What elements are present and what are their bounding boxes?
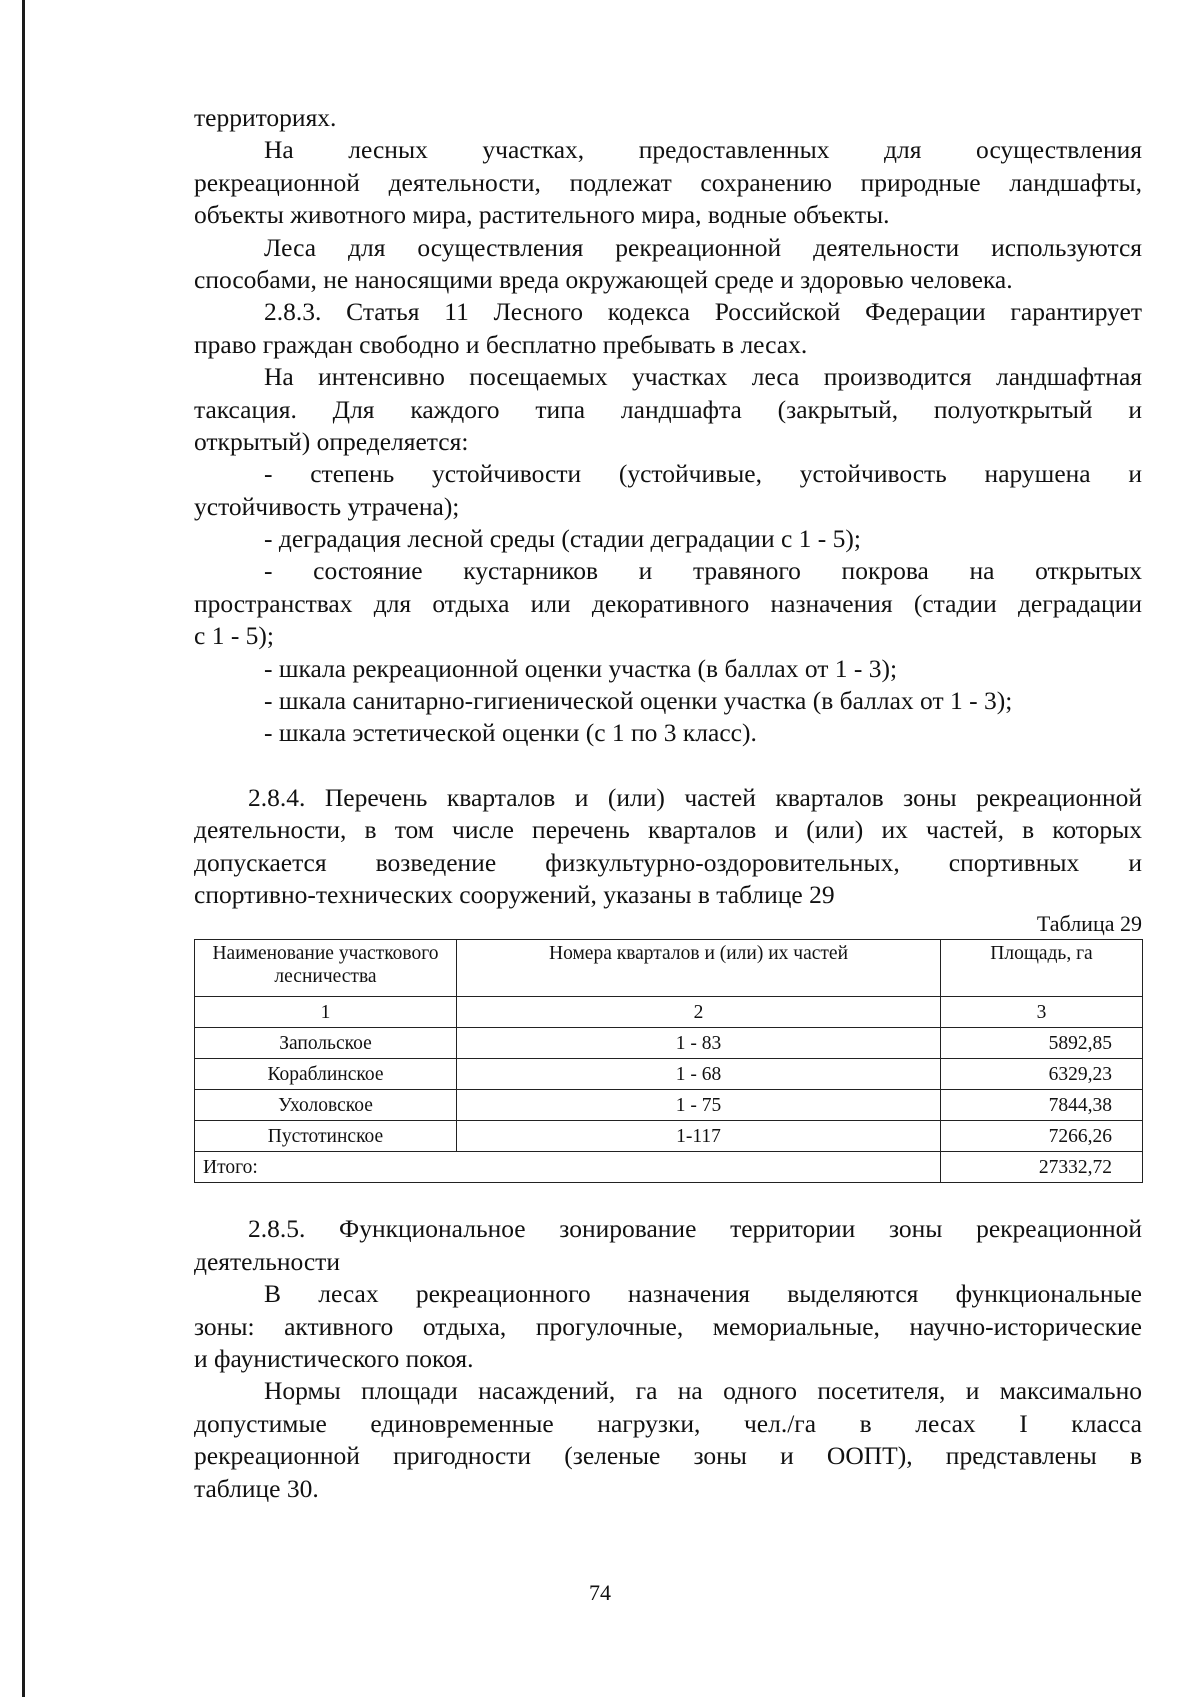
text-line: спортивно-технических сооружений, указаны в таблице 29 bbox=[194, 879, 835, 909]
cell-forestry-name: Кораблинское bbox=[195, 1059, 457, 1090]
text-line: объекты животного мира, растительного мира, водные объекты. bbox=[194, 200, 890, 230]
table-row bbox=[195, 1090, 1143, 1121]
text-line: допускается возведение физкультурно-оздоровительных, спортивных и bbox=[194, 847, 1142, 877]
cell-forestry-name: Пустотинское bbox=[195, 1121, 457, 1152]
total-label: Итого: bbox=[195, 1152, 941, 1183]
table-caption: Таблица 29 bbox=[1036, 911, 1142, 937]
table-row bbox=[195, 1028, 1143, 1059]
text-block-2-8-5 bbox=[194, 1213, 1142, 1505]
table-total-row bbox=[195, 1152, 1143, 1183]
cell-area: 6329,23 bbox=[941, 1059, 1143, 1090]
text-line: рекреационной пригодности (зеленые зоны и ООПТ), представлены в bbox=[194, 1441, 1142, 1471]
cell-quarter-numbers: 1-117 bbox=[457, 1121, 941, 1152]
text-block-2-8-4 bbox=[194, 782, 1142, 912]
paragraph-gap bbox=[194, 750, 1142, 782]
scan-border-line bbox=[22, 0, 25, 1697]
document-page bbox=[194, 102, 1142, 1505]
text-line: открытый) определяется: bbox=[194, 426, 469, 456]
cell-area: 5892,85 bbox=[941, 1028, 1143, 1059]
column-number: 3 bbox=[941, 997, 1143, 1028]
cell-area: 7266,26 bbox=[941, 1121, 1143, 1152]
cell-quarter-numbers: 1 - 68 bbox=[457, 1059, 941, 1090]
text-line: 2.8.4. Перечень кварталов и (или) частей кварталов зоны рекреационной bbox=[248, 782, 1142, 812]
table-29 bbox=[194, 939, 1143, 1183]
cell-area: 7844,38 bbox=[941, 1090, 1143, 1121]
text-line: - деградация лесной среды (стадии деградации с 1 - 5); bbox=[264, 524, 861, 554]
cell-quarter-numbers: 1 - 75 bbox=[457, 1090, 941, 1121]
text-line: На интенсивно посещаемых участках леса производится ландшафтная bbox=[264, 362, 1142, 392]
text-line: - степень устойчивости (устойчивые, устойчивость нарушена и bbox=[264, 459, 1142, 489]
total-area: 27332,72 bbox=[941, 1152, 1143, 1183]
column-number-row bbox=[195, 997, 1143, 1028]
text-line: - состояние кустарников и травяного покрова на открытых bbox=[264, 556, 1142, 586]
table-row bbox=[195, 1059, 1143, 1090]
text-line: и фаунистического покоя. bbox=[194, 1343, 474, 1373]
text-line: устойчивость утрачена); bbox=[194, 491, 460, 521]
text-line: - шкала рекреационной оценки участка (в баллах от 1 - 3); bbox=[264, 653, 898, 683]
cell-forestry-name: Ухоловское bbox=[195, 1090, 457, 1121]
header-quarter-numbers: Номера кварталов и (или) их частей bbox=[457, 940, 941, 997]
text-line: право граждан свободно и бесплатно пребывать в лесах. bbox=[194, 329, 808, 359]
text-line: территориях. bbox=[194, 103, 337, 132]
header-forestry-name: Наименование участкового лесничества bbox=[195, 940, 457, 997]
header-area: Площадь, га bbox=[941, 940, 1143, 997]
column-number: 1 bbox=[195, 997, 457, 1028]
text-line: таблице 30. bbox=[194, 1473, 319, 1503]
table-header-row bbox=[195, 940, 1143, 997]
text-line: 2.8.3. Статья 11 Лесного кодекса Российской Федерации гарантирует bbox=[264, 297, 1142, 327]
text-line: Леса для осуществления рекреационной деятельности используются bbox=[264, 232, 1142, 262]
text-line: Нормы площади насаждений, га на одного посетителя, и максимально bbox=[264, 1376, 1142, 1406]
text-line: - шкала эстетической оценки (с 1 по 3 класс). bbox=[264, 718, 757, 748]
text-line: таксация. Для каждого типа ландшафта (закрытый, полуоткрытый и bbox=[194, 394, 1142, 424]
page-number: 74 bbox=[589, 1580, 611, 1605]
paragraph-gap bbox=[194, 1183, 1142, 1213]
table-row bbox=[195, 1121, 1143, 1152]
text-line: На лесных участках, предоставленных для осуществления bbox=[264, 135, 1142, 165]
text-line: деятельности, в том числе перечень кварталов и (или) их частей, в которых bbox=[194, 815, 1142, 845]
text-line: способами, не наносящими вреда окружающей среде и здоровью человека. bbox=[194, 264, 1013, 294]
text-block-2-8-2-2-8-3 bbox=[194, 102, 1142, 750]
text-line: зоны: активного отдыха, прогулочные, мемориальные, научно-исторические bbox=[194, 1311, 1142, 1341]
text-line: допустимые единовременные нагрузки, чел./га в лесах I класса bbox=[194, 1408, 1142, 1438]
text-line: пространствах для отдыха или декоративного назначения (стадии деградации bbox=[194, 588, 1142, 618]
text-line: деятельности bbox=[194, 1246, 340, 1276]
column-number: 2 bbox=[457, 997, 941, 1028]
text-line: рекреационной деятельности, подлежат сохранению природные ландшафты, bbox=[194, 167, 1142, 197]
cell-quarter-numbers: 1 - 83 bbox=[457, 1028, 941, 1059]
text-line: - шкала санитарно-гигиенической оценки участка (в баллах от 1 - 3); bbox=[264, 686, 1013, 716]
cell-forestry-name: Запольское bbox=[195, 1028, 457, 1059]
text-line: В лесах рекреационного назначения выделяются функциональные bbox=[264, 1279, 1142, 1309]
text-line: 2.8.5. Функциональное зонирование территории зоны рекреационной bbox=[248, 1214, 1142, 1244]
text-line: с 1 - 5); bbox=[194, 621, 275, 651]
